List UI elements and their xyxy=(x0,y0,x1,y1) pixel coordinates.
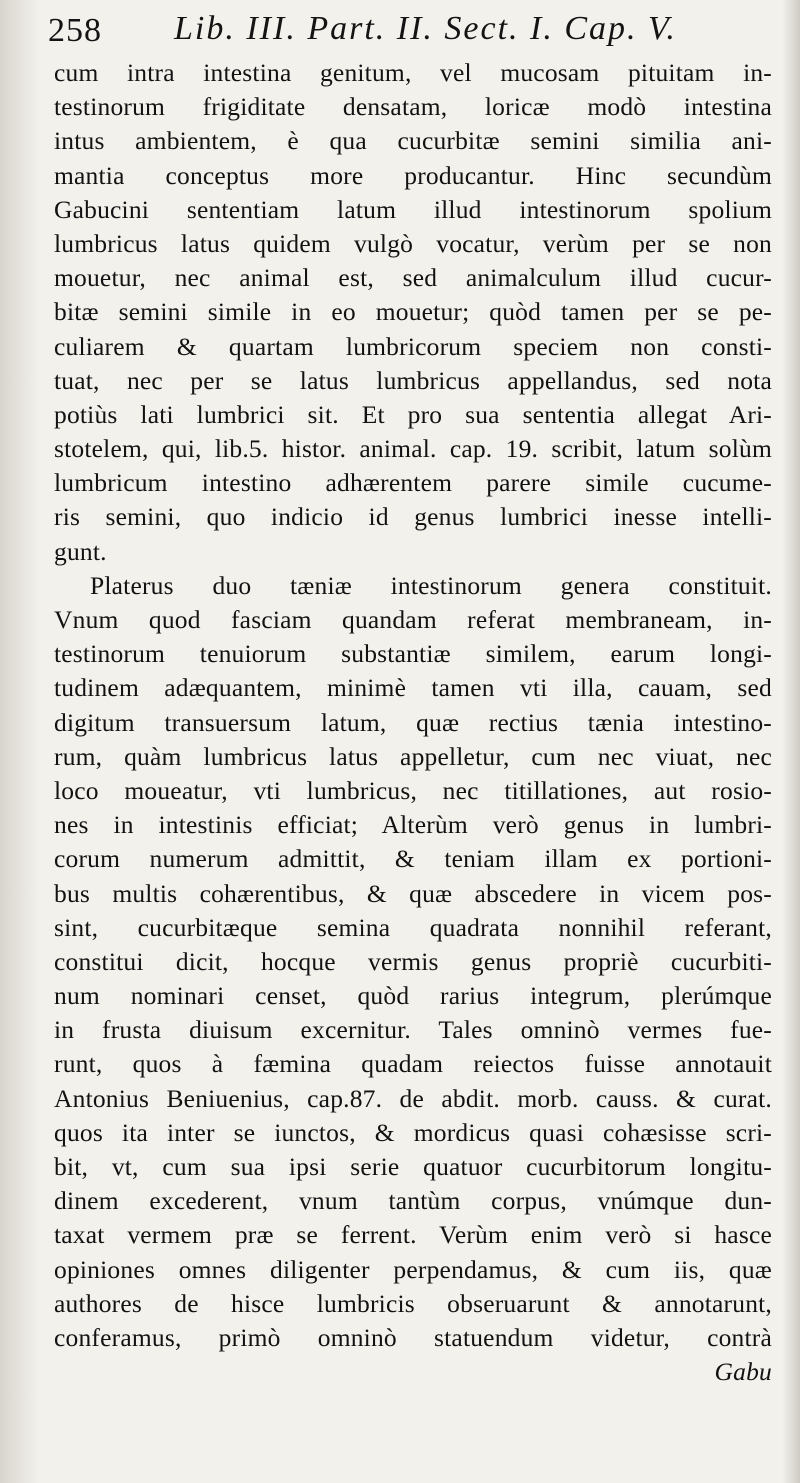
text-line: in frusta diuisum excernitur. Tales omninò vermes fue- xyxy=(54,1015,772,1045)
text-line: opiniones omnes diligenter perpendamus, & cum iis, quæ xyxy=(54,1254,772,1284)
text-line: lumbricum intestino adhærentem parere simile cucume- xyxy=(54,468,772,498)
text-line: runt, quos à fæmina quadam reiectos fuisse annotauit xyxy=(54,1049,772,1079)
running-head: Lib. III. Part. II. Sect. I. Cap. V. xyxy=(174,10,677,47)
text-line: loco moueatur, vti lumbricus, nec titillationes, aut rosio- xyxy=(54,775,772,805)
text-line: lumbricus latus quidem vulgò vocatur, verùm per se non xyxy=(54,228,772,258)
text-line: Antonius Beniuenius, cap.87. de abdit. morb. causs. & curat. xyxy=(54,1083,772,1113)
body-text xyxy=(54,56,772,1389)
text-line: rum, quàm lumbricus latus appelletur, cum nec viuat, nec xyxy=(54,741,772,771)
text-line: mantia conceptus more producantur. Hinc secundùm xyxy=(54,160,772,190)
text-line: nes in intestinis efficiat; Alterùm verò genus in lumbri- xyxy=(54,810,772,840)
text-line: Platerus duo tæniæ intestinorum genera constituit. xyxy=(90,570,772,600)
text-line: num nominari censet, quòd rarius integrum, plerúmque xyxy=(54,981,772,1011)
text-line: mouetur, nec animal est, sed animalculum illud cucur- xyxy=(54,263,772,293)
text-line: tudinem adæquantem, minimè tamen vti illa, cauam, sed xyxy=(54,673,772,703)
text-line: Gabucini sententiam latum illud intestinorum spolium xyxy=(54,194,772,224)
text-line: ris semini, quo indicio id genus lumbrici inesse intelli- xyxy=(54,502,772,532)
catchword: Gabu xyxy=(714,1357,772,1387)
text-line: authores de hisce lumbricis obseruarunt & annotarunt, xyxy=(54,1288,772,1318)
page-header xyxy=(44,10,764,54)
text-line: digitum transuersum latum, quæ rectius tænia intestino- xyxy=(54,707,772,737)
text-line: bitæ semini simile in eo mouetur; quòd tamen per se pe- xyxy=(54,297,772,327)
text-line: dinem excederent, vnum tantùm corpus, vnúmque dun- xyxy=(54,1186,772,1216)
text-line: stotelem, qui, lib.5. histor. animal. cap. 19. scribit, latum solùm xyxy=(54,434,772,464)
text-line: constitui dicit, hocque vermis genus propriè cucurbiti- xyxy=(54,946,772,976)
text-line: bus multis cohærentibus, & quæ abscedere in vicem pos- xyxy=(54,878,772,908)
text-line: culiarem & quartam lumbricorum speciem non consti- xyxy=(54,331,772,361)
text-line: gunt. xyxy=(54,536,107,566)
page-number: 258 xyxy=(48,12,102,49)
text-line: quos ita inter se iunctos, & mordicus quasi cohæsisse scri- xyxy=(54,1117,772,1147)
text-line: taxat vermem præ se ferrent. Verùm enim verò si hasce xyxy=(54,1220,772,1250)
text-line: conferamus, primò omninò statuendum videtur, contrà xyxy=(54,1322,772,1352)
text-line: sint, cucurbitæque semina quadrata nonnihil referant, xyxy=(54,912,772,942)
text-line: corum numerum admittit, & teniam illam ex portioni- xyxy=(54,844,772,874)
text-line: intus ambientem, è qua cucurbitæ semini similia ani- xyxy=(54,126,772,156)
text-line: bit, vt, cum sua ipsi serie quatuor cucurbitorum longitu- xyxy=(54,1152,772,1181)
text-line: potiùs lati lumbrici sit. Et pro sua sententia allegat Ari- xyxy=(54,399,772,429)
text-line: cum intra intestina genitum, vel mucosam pituitam in- xyxy=(54,58,772,87)
text-line: Vnum quod fasciam quandam referat membraneam, in- xyxy=(54,605,772,634)
text-line: tuat, nec per se latus lumbricus appellandus, sed nota xyxy=(54,365,772,395)
text-line: testinorum tenuiorum substantiæ similem, earum longi- xyxy=(54,639,772,669)
text-line: testinorum frigiditate densatam, loricæ modò intestina xyxy=(54,92,772,122)
